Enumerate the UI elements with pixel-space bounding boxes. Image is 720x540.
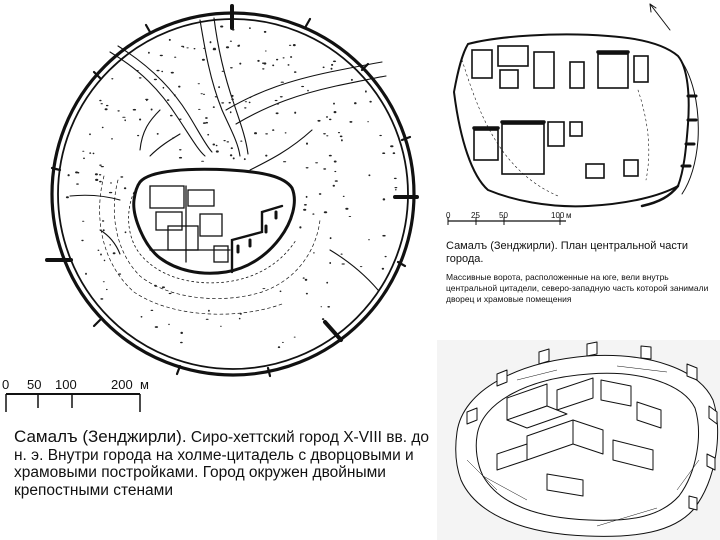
stipple-dot bbox=[249, 97, 251, 98]
stipple-dot bbox=[99, 100, 101, 102]
stipple-dot bbox=[100, 298, 103, 300]
stipple-dot bbox=[93, 153, 95, 155]
stipple-dot bbox=[229, 102, 231, 104]
stipple-dot bbox=[180, 332, 183, 334]
stipple-dot bbox=[198, 83, 200, 84]
stipple-dot bbox=[154, 79, 157, 80]
stipple-dot bbox=[110, 182, 112, 183]
stipple-dot bbox=[238, 45, 240, 46]
city-plan-drawing bbox=[0, 0, 430, 400]
stipple-dot bbox=[167, 99, 170, 101]
stipple-dot bbox=[136, 70, 139, 71]
stipple-dot bbox=[230, 154, 232, 156]
stipple-dot bbox=[82, 221, 84, 222]
stipple-dot bbox=[101, 166, 104, 167]
stipple-dot bbox=[124, 119, 126, 121]
stipple-dot bbox=[178, 86, 180, 88]
stipple-dot bbox=[104, 260, 106, 262]
stipple-dot bbox=[163, 87, 165, 89]
stipple-dot bbox=[333, 185, 335, 187]
stipple-dot bbox=[221, 102, 224, 103]
stipple-dot bbox=[294, 71, 297, 73]
stipple-dot bbox=[111, 78, 113, 79]
stipple-dot bbox=[280, 291, 282, 293]
stipple-dot bbox=[254, 132, 257, 134]
stipple-dot bbox=[304, 204, 307, 206]
stipple-dot bbox=[122, 117, 125, 118]
stipple-dot bbox=[334, 111, 337, 113]
stipple-dot bbox=[275, 100, 278, 101]
stipple-dot bbox=[75, 171, 78, 173]
stipple-dot bbox=[98, 250, 100, 251]
stipple-dot bbox=[326, 116, 328, 117]
stipple-dot bbox=[329, 119, 332, 121]
central-citadel-outline bbox=[454, 34, 689, 206]
stipple-dot bbox=[394, 178, 397, 179]
stipple-dot bbox=[215, 96, 218, 97]
stipple-dot bbox=[312, 213, 314, 214]
stipple-dot bbox=[340, 136, 343, 138]
stipple-dot bbox=[249, 102, 251, 104]
stipple-dot bbox=[334, 161, 337, 163]
stipple-dot bbox=[393, 152, 396, 154]
central-plan-caption bbox=[446, 240, 716, 305]
stipple-dot bbox=[220, 26, 223, 28]
stipple-dot bbox=[323, 133, 326, 134]
stipple-dot bbox=[331, 68, 333, 70]
stipple-dot bbox=[162, 286, 165, 288]
stipple-dot bbox=[210, 41, 212, 43]
stipple-dot bbox=[306, 143, 308, 145]
scale-tick-100: 100 bbox=[55, 377, 77, 392]
stipple-dot bbox=[111, 138, 113, 139]
stipple-dot bbox=[109, 192, 112, 193]
stipple-dot bbox=[151, 109, 153, 111]
stipple-dot bbox=[155, 326, 158, 328]
stipple-dot bbox=[385, 256, 387, 257]
main-caption-text: Сиро-хеттский город X-VIII вв. до н. э. Внутри города на холме-цитадель с дворцовыми и храмовыми постройками. Город окружен двойными крепостными стенами bbox=[14, 429, 429, 499]
stipple-dot bbox=[230, 41, 232, 42]
stipple-dot bbox=[257, 60, 259, 62]
stipple-dot bbox=[95, 179, 98, 181]
stipple-dot bbox=[329, 155, 332, 157]
stipple-dot bbox=[335, 180, 338, 182]
stipple-dot bbox=[321, 306, 323, 307]
stipple-dot bbox=[82, 151, 84, 152]
stipple-dot bbox=[289, 45, 291, 46]
stipple-dot bbox=[101, 103, 103, 104]
stipple-dot bbox=[264, 31, 267, 33]
scale-tick-200: 200 bbox=[111, 377, 133, 392]
stipple-dot bbox=[301, 86, 304, 87]
stipple-dot bbox=[265, 155, 267, 157]
stipple-dot bbox=[230, 111, 232, 113]
stipple-dot bbox=[171, 72, 174, 74]
stipple-dot bbox=[299, 226, 301, 228]
stipple-dot bbox=[124, 187, 126, 189]
stipple-dot bbox=[83, 158, 85, 160]
stipple-dot bbox=[208, 310, 210, 312]
stipple-dot bbox=[315, 162, 318, 163]
stipple-dot bbox=[303, 277, 305, 278]
stipple-dot bbox=[85, 273, 87, 275]
stipple-dot bbox=[240, 141, 242, 142]
stipple-dot bbox=[354, 102, 357, 104]
stipple-dot bbox=[306, 293, 308, 295]
stipple-dot bbox=[205, 122, 208, 124]
stipple-dot bbox=[179, 119, 181, 120]
stipple-dot bbox=[330, 237, 332, 239]
stipple-dot bbox=[323, 67, 325, 69]
stipple-dot bbox=[277, 103, 279, 104]
stipple-dot bbox=[105, 108, 108, 110]
stipple-dot bbox=[365, 90, 367, 92]
stipple-dot bbox=[288, 64, 290, 66]
stipple-dot bbox=[172, 137, 174, 138]
stipple-dot bbox=[183, 46, 185, 47]
stipple-dot bbox=[161, 71, 163, 72]
stipple-dot bbox=[395, 189, 397, 190]
stipple-dot bbox=[203, 94, 205, 95]
stipple-dot bbox=[213, 144, 216, 146]
stipple-dot bbox=[201, 93, 203, 94]
stipple-dot bbox=[198, 109, 201, 110]
stipple-dot bbox=[341, 254, 343, 255]
stipple-dot bbox=[231, 99, 234, 101]
stipple-dot bbox=[305, 279, 308, 281]
stipple-dot bbox=[313, 252, 315, 253]
stipple-dot bbox=[103, 229, 105, 231]
central-plan-scale-bar bbox=[438, 211, 578, 235]
central-scale-tick-50: 50 bbox=[499, 211, 508, 220]
stipple-dot bbox=[218, 86, 220, 88]
stipple-dot bbox=[329, 262, 331, 264]
stipple-dot bbox=[382, 268, 384, 270]
stipple-dot bbox=[231, 147, 233, 149]
stipple-dot bbox=[317, 120, 320, 122]
main-caption-title: Самалъ (Зенджирли). bbox=[14, 427, 187, 446]
stipple-dot bbox=[262, 288, 265, 289]
stipple-dot bbox=[169, 293, 172, 294]
stipple-dot bbox=[322, 318, 324, 320]
stipple-dot bbox=[202, 59, 205, 61]
stipple-dot bbox=[151, 310, 154, 311]
stipple-dot bbox=[216, 150, 219, 152]
stipple-dot bbox=[382, 152, 385, 154]
scale-bar-line bbox=[0, 378, 160, 412]
stipple-dot bbox=[156, 70, 159, 72]
stipple-dot bbox=[345, 208, 348, 210]
stipple-dot bbox=[179, 149, 182, 150]
stipple-dot bbox=[324, 211, 327, 213]
stipple-dot bbox=[306, 196, 308, 198]
stipple-dot bbox=[333, 61, 336, 63]
stipple-dot bbox=[68, 174, 70, 176]
stipple-dot bbox=[99, 165, 102, 166]
stipple-dot bbox=[383, 198, 386, 200]
stipple-dot bbox=[169, 39, 171, 41]
central-caption-title: Самалъ (Зенджирли). План центральной части города. bbox=[446, 240, 689, 265]
stipple-dot bbox=[244, 158, 246, 160]
stipple-dot bbox=[368, 174, 370, 176]
stipple-dot bbox=[139, 77, 142, 78]
stipple-dot bbox=[382, 235, 385, 237]
stipple-dot bbox=[307, 90, 309, 92]
stipple-dot bbox=[168, 324, 170, 325]
stipple-dot bbox=[160, 55, 163, 56]
vegetation-stipple bbox=[66, 26, 398, 349]
stipple-dot bbox=[113, 252, 116, 254]
stipple-dot bbox=[249, 27, 251, 29]
stipple-dot bbox=[323, 168, 326, 169]
stipple-dot bbox=[272, 65, 274, 67]
stipple-dot bbox=[220, 326, 222, 327]
stipple-dot bbox=[117, 110, 119, 111]
stipple-dot bbox=[102, 127, 104, 128]
stipple-dot bbox=[349, 121, 352, 123]
stipple-dot bbox=[106, 105, 109, 106]
stipple-dot bbox=[265, 51, 267, 52]
stipple-dot bbox=[283, 57, 285, 58]
stipple-dot bbox=[222, 71, 225, 72]
stipple-dot bbox=[306, 167, 309, 168]
north-arrow bbox=[650, 4, 670, 30]
scale-tick-0: 0 bbox=[2, 377, 10, 392]
stipple-dot bbox=[239, 318, 241, 320]
stipple-dot bbox=[341, 139, 343, 141]
stipple-dot bbox=[141, 316, 143, 318]
stipple-dot bbox=[145, 99, 148, 100]
stipple-dot bbox=[89, 152, 91, 154]
stipple-dot bbox=[262, 63, 264, 64]
stipple-dot bbox=[379, 135, 382, 136]
stipple-dot bbox=[103, 281, 105, 282]
stipple-dot bbox=[76, 183, 79, 184]
stipple-dot bbox=[343, 196, 345, 197]
stipple-dot bbox=[283, 161, 286, 162]
stipple-dot bbox=[201, 161, 204, 162]
stipple-dot bbox=[203, 48, 205, 49]
stipple-dot bbox=[272, 129, 274, 131]
stipple-dot bbox=[120, 176, 123, 177]
central-caption-description: Массивные ворота, расположенные на юге, вели внутрь центральной цитадели, северо-западную часть которой занимали дворец и храмовые помещения bbox=[446, 272, 709, 304]
stipple-dot bbox=[338, 132, 340, 133]
central-scale-tick-0: 0 bbox=[446, 211, 451, 220]
stipple-dot bbox=[99, 174, 101, 175]
stipple-dot bbox=[100, 254, 102, 256]
citadel-reconstruction-drawing bbox=[437, 340, 720, 540]
stipple-dot bbox=[180, 342, 183, 344]
stipple-dot bbox=[360, 266, 363, 267]
central-scale-unit: м bbox=[566, 211, 572, 220]
stipple-dot bbox=[244, 107, 246, 108]
stipple-dot bbox=[351, 79, 353, 81]
stipple-dot bbox=[349, 216, 352, 217]
stipple-dot bbox=[99, 181, 102, 183]
stipple-dot bbox=[232, 29, 235, 31]
stipple-dot bbox=[174, 57, 176, 58]
scale-tick-50: 50 bbox=[27, 377, 42, 392]
scale-unit: м bbox=[140, 377, 149, 392]
stipple-dot bbox=[262, 68, 264, 69]
stipple-dot bbox=[148, 52, 150, 54]
stipple-dot bbox=[81, 240, 83, 241]
stipple-dot bbox=[118, 273, 121, 274]
stipple-dot bbox=[66, 196, 69, 198]
stipple-dot bbox=[95, 173, 98, 175]
stipple-dot bbox=[326, 135, 328, 136]
stipple-dot bbox=[290, 56, 292, 58]
stipple-dot bbox=[368, 239, 370, 240]
stipple-dot bbox=[281, 82, 284, 83]
stipple-dot bbox=[206, 319, 209, 320]
main-caption bbox=[14, 428, 434, 499]
central-scale-tick-25: 25 bbox=[471, 211, 480, 220]
stipple-dot bbox=[319, 193, 322, 195]
stipple-dot bbox=[293, 44, 296, 46]
stipple-dot bbox=[276, 59, 278, 61]
stipple-dot bbox=[231, 95, 234, 97]
stipple-dot bbox=[226, 46, 229, 48]
outer-city-wall bbox=[52, 13, 414, 375]
stipple-dot bbox=[227, 141, 230, 142]
stipple-dot bbox=[265, 133, 268, 134]
stipple-dot bbox=[280, 96, 283, 97]
stipple-dot bbox=[233, 157, 235, 159]
stipple-dot bbox=[327, 306, 330, 308]
stipple-dot bbox=[390, 145, 393, 147]
stipple-dot bbox=[326, 282, 328, 284]
stipple-dot bbox=[213, 48, 216, 49]
central-part-plan-drawing bbox=[438, 0, 720, 235]
stipple-dot bbox=[240, 313, 242, 315]
inner-city-wall bbox=[58, 19, 408, 369]
stipple-dot bbox=[179, 157, 182, 159]
stipple-dot bbox=[342, 263, 345, 264]
stipple-dot bbox=[223, 140, 225, 141]
stipple-dot bbox=[213, 106, 215, 108]
stipple-dot bbox=[154, 285, 157, 287]
stipple-dot bbox=[207, 134, 209, 136]
stipple-dot bbox=[137, 135, 139, 136]
stipple-dot bbox=[230, 67, 233, 68]
stipple-dot bbox=[125, 231, 127, 233]
stipple-dot bbox=[133, 109, 136, 111]
stipple-dot bbox=[331, 64, 333, 66]
stipple-dot bbox=[157, 133, 159, 135]
central-scale-tick-100: 100 bbox=[551, 211, 565, 220]
stipple-dot bbox=[89, 133, 91, 135]
stipple-dot bbox=[174, 94, 176, 96]
stipple-dot bbox=[109, 244, 111, 245]
stipple-dot bbox=[333, 103, 335, 105]
main-scale-bar bbox=[0, 378, 160, 412]
stipple-dot bbox=[334, 171, 336, 172]
stipple-dot bbox=[245, 101, 247, 102]
stipple-dot bbox=[394, 187, 397, 188]
stipple-dot bbox=[278, 346, 280, 348]
stipple-dot bbox=[239, 63, 241, 65]
stipple-dot bbox=[194, 48, 196, 49]
stipple-dot bbox=[294, 337, 296, 338]
stipple-dot bbox=[276, 112, 279, 114]
stipple-dot bbox=[205, 117, 208, 119]
stipple-dot bbox=[294, 112, 296, 114]
stipple-dot bbox=[282, 342, 284, 343]
stipple-dot bbox=[186, 47, 188, 48]
stipple-dot bbox=[106, 289, 108, 290]
stipple-dot bbox=[367, 121, 369, 122]
stipple-dot bbox=[139, 119, 141, 121]
stipple-dot bbox=[369, 101, 371, 103]
stipple-dot bbox=[285, 132, 287, 133]
stipple-dot bbox=[216, 145, 218, 147]
stipple-dot bbox=[303, 209, 306, 211]
stipple-dot bbox=[170, 115, 173, 117]
stipple-dot bbox=[102, 220, 104, 221]
